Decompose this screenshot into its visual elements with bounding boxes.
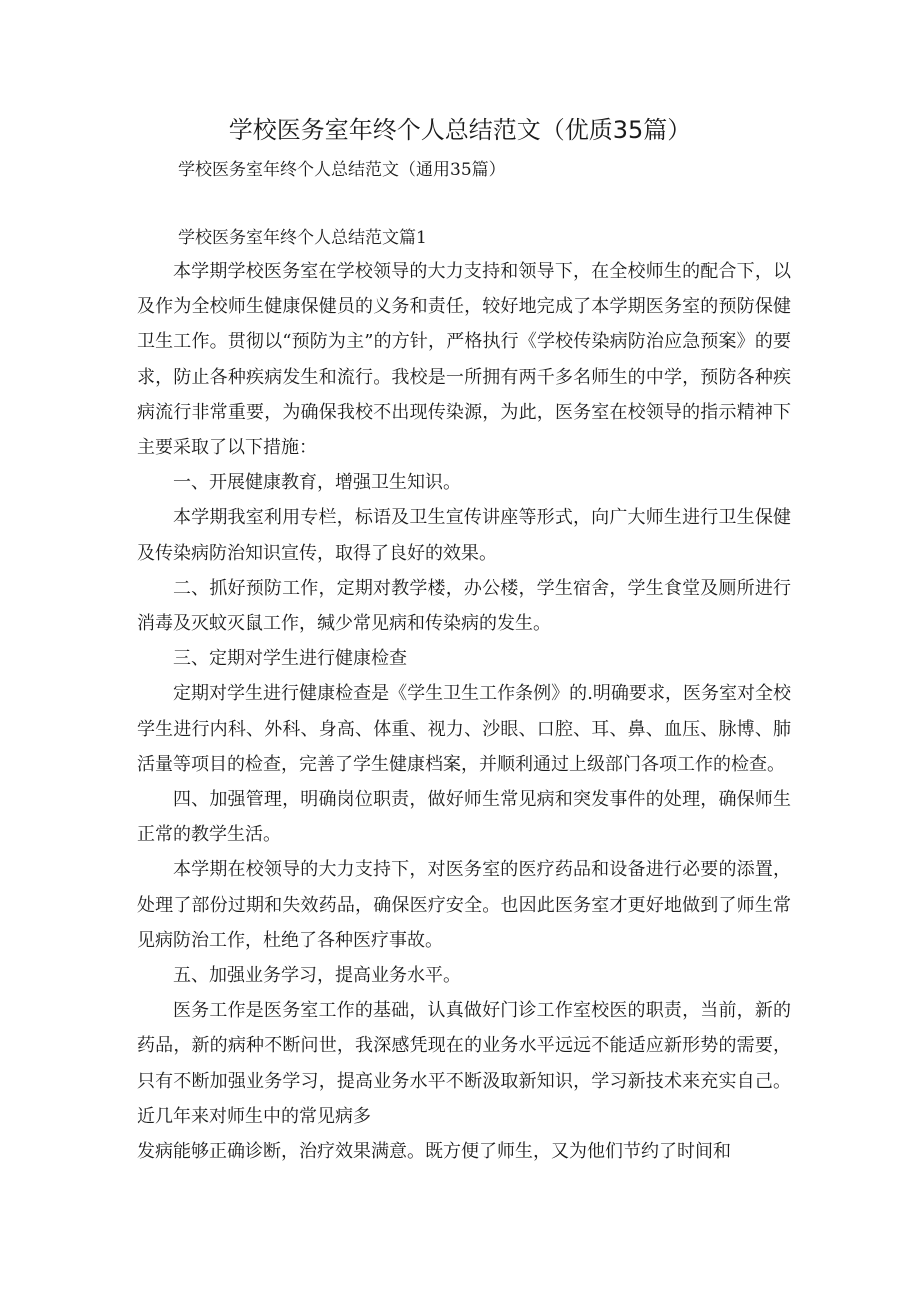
paragraph: 发病能够正确诊断，治疗效果满意。既方便了师生，又为他们节约了时间和 <box>137 1141 731 1163</box>
paragraph: 一、开展健康教育，增强卫生知识。 <box>173 472 461 494</box>
document-body <box>137 254 791 1169</box>
paragraph: 医务工作是医务室工作的基础，认真做好门诊工作室校医的职责，当前，新的药品，新的病种不断问世，我深感凭现在的业务水平远远不能适应新形势的需要，只有不断加强业务学习，提高业务水平不断汲取新知识，学习新技术来充实自己。近几年来对师生中的常见病多 <box>137 1000 791 1127</box>
document-subtitle: 学校医务室年终个人总结范文（通用35篇） <box>178 160 506 180</box>
paragraph: 定期对学生进行健康检查是《学生卫生工作条例》的.明确要求，医务室对全校学生进行内科、外科、身高、体重、视力、沙眼、口腔、耳、鼻、血压、脉博、肺活量等项目的检查，完善了学生健康档案，并顺利通过上级部门各项工作的检查。 <box>137 683 791 775</box>
paragraph: 本学期在校领导的大力支持下，对医务室的医疗药品和设备进行必要的添置，处理了部份过期和失效药品，确保医疗安全。也因此医务室才更好地做到了师生常见病防治工作，杜绝了各种医疗事故。 <box>137 859 791 951</box>
paragraph: 本学期学校医务室在学校领导的大力支持和领导下，在全校师生的配合下，以及作为全校师生健康保健员的义务和责任，较好地完成了本学期医务室的预防保健卫生工作。贯彻以“预防为主”的方针，严格执行《学校传染病防治应急预案》的要求，防止各种疾病发生和流行。我校是一所拥有两千多名师生的中学，预防各种疾病流行非常重要，为确保我校不出现传染源，为此，医务室在校领导的指示精神下主要采取了以下措施： <box>137 261 791 459</box>
paragraph: 五、加强业务学习，提高业务水平。 <box>173 965 461 987</box>
paragraph: 二、抓好预防工作，定期对教学楼，办公楼，学生宿舍，学生食堂及厕所进行消毒及灭蚊灭鼠工作，缄少常见病和传染病的发生。 <box>137 577 791 635</box>
section-heading: 学校医务室年终个人总结范文篇1 <box>178 228 427 248</box>
paragraph: 三、定期对学生进行健康检查 <box>173 648 407 670</box>
paragraph: 本学期我室利用专栏，标语及卫生宣传讲座等形式，向广大师生进行卫生保健及传染病防治知识宣传，取得了良好的效果。 <box>137 507 791 564</box>
document-title: 学校医务室年终个人总结范文（优质35篇） <box>228 116 692 144</box>
paragraph: 四、加强管理，明确岗位职责，做好师生常见病和突发事件的处理，确保师生正常的教学生活。 <box>137 789 791 846</box>
